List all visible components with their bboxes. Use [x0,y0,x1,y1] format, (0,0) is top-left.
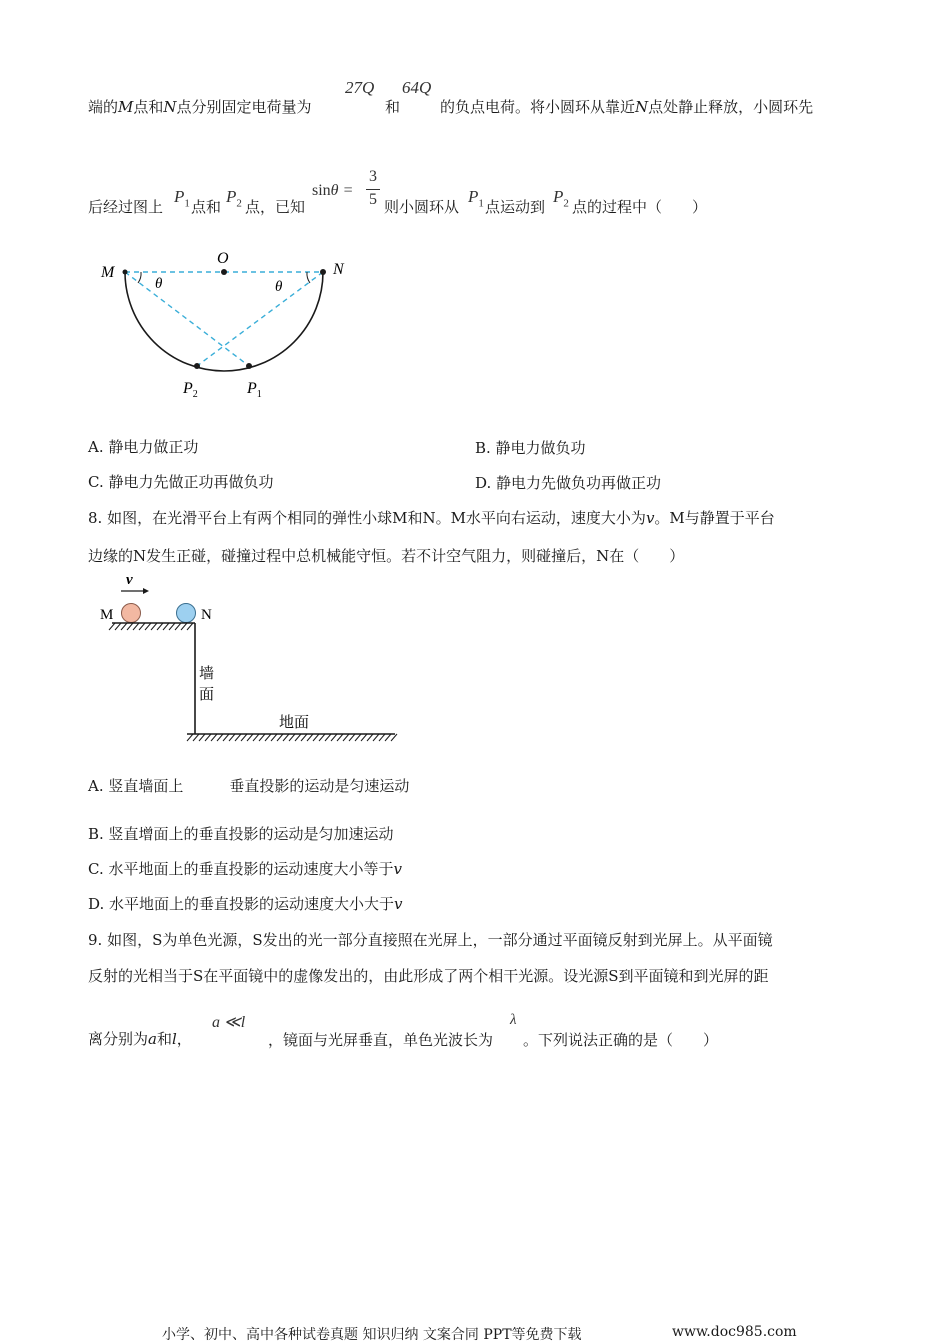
ball-n-label: N [201,607,212,623]
label-n: N [333,261,344,278]
q7-charge2: 64Q [402,78,432,97]
p-subscript: 1 [478,197,484,210]
q7-text: 点处静止释放，小圆环先 [648,98,814,116]
p-subscript: 2 [563,197,569,210]
q7-text: 点和 [133,98,164,116]
label-p2 [182,380,198,400]
m-to-p1-line [125,272,249,366]
q7-text: 点和 [191,198,222,216]
q7-p2-symbol [553,187,569,209]
q7-p2-symbol [226,187,242,209]
p-letter: P [226,187,237,206]
q7-text: 点分别固定电荷量为 [176,98,312,116]
n-to-p2-line [197,272,323,366]
velocity-arrow-head [143,588,149,594]
footer-url[interactable]: www.doc985.com [672,1324,797,1340]
q7-point-n: N [635,98,649,116]
label-p1 [246,380,262,400]
q7-p1-symbol [468,187,484,209]
q8-text: 8. 如图，在光滑平台上有两个相同的弹性小球M和N。M水平向右运动，速度大小为 [88,509,646,527]
q8-option-a[interactable] [88,776,409,796]
q9-line3 [88,1029,192,1049]
condition-l: l [240,1014,246,1031]
q7-p1-symbol [174,187,190,209]
p-subscript: 2 [236,197,242,210]
option-d-text: D. 水平地面上的垂直投影的运动速度大小大于 [88,895,395,913]
ball-m [122,604,141,623]
p-letter: P [468,187,479,206]
q7-text: 点运动到 [485,198,546,216]
theta-symbol: θ [330,182,339,199]
label-theta-right: θ [275,279,283,295]
velocity-symbol: v [393,860,402,878]
q7-option-d[interactable]: D. 静电力先做负功再做正功 [475,474,662,492]
q8-text: 。M与静置于平台 [654,509,775,527]
q9-line3-tail: 。下列说法正确的是（ ） [523,1031,719,1049]
q7-sin-expr [312,180,353,200]
ground-label: 地面 [279,715,310,731]
q7-line1 [88,96,312,117]
q9-condition [212,1012,245,1032]
q8-line1 [88,508,775,528]
p-letter: P [553,187,564,206]
distance-a: a [148,1030,157,1048]
q8-option-b[interactable]: B. 竖直增面上的垂直投影的运动是匀加速运动 [88,825,394,843]
distance-l: l [171,1030,177,1048]
option-a-part1: A. 竖直墙面上 [88,777,184,795]
ball-n [177,604,196,623]
label-theta-left: θ [155,276,163,292]
option-a-part2: 垂直投影的运动是匀速运动 [229,777,410,795]
q7-text: 点，已知 [245,198,306,216]
velocity-label: v [126,572,133,588]
ball-m-label: M [100,607,114,623]
q7-charge1: 27Q [345,78,375,97]
platform-hatching [109,623,193,630]
q9-line2: 反射的光相当于S在平面镜中的虚像发出的，由此形成了两个相干光源。设光源S到平面镜和到光屏的距 [88,967,769,985]
point-p2 [194,363,200,369]
q8-velocity-symbol: v [645,509,655,527]
fraction-bar [366,189,380,190]
condition-a: a [212,1014,220,1031]
q7-line1-tail [440,96,813,117]
label-m: M [101,264,115,281]
q7-text: 点的过程中（ ） [572,198,708,216]
q9-text: ， [176,1030,192,1048]
ground-hatching [187,734,397,741]
sin-func: sin [312,182,331,199]
q9-line3-mid: ，镜面与光屏垂直，单色光波长为 [268,1031,494,1049]
fraction-denominator: 5 [369,191,377,208]
p-subscript: 1 [184,197,190,210]
point-p1 [246,363,252,369]
q8-option-c[interactable] [88,859,402,879]
equals-sign: = [343,182,353,199]
wall-label-1: 墙 [199,666,215,682]
angle-arc-left [138,272,141,283]
q7-text: 端的 [88,98,119,116]
q8-line2: 边缘的N发生正碰，碰撞过程中总机械能守恒。若不计空气阻力，则碰撞后，N在（ ） [88,547,685,565]
q8-option-d[interactable] [88,894,403,914]
p-subscript: 1 [256,389,262,400]
q7-text: 则小圆环从 [384,198,460,216]
label-o: O [217,250,229,267]
q7-option-c[interactable]: C. 静电力先做正功再做负功 [88,473,274,491]
semicircle-charge-diagram [95,250,365,410]
platform-collision-diagram [95,568,405,748]
q9-text: 和 [156,1030,172,1048]
velocity-symbol: v [394,895,403,913]
point-o [221,269,227,275]
q7-point-n: N [163,98,177,116]
q7-and: 和 [385,98,401,116]
q7-option-a[interactable]: A. 静电力做正功 [88,438,199,456]
p-letter: P [174,187,185,206]
footer-text: 小学、初中、高中各种试卷真题 知识归纳 文案合同 PPT等免费下载 [162,1327,582,1343]
angle-arc-right [307,272,310,283]
q7-point-m: M [118,98,134,116]
fraction-numerator: 3 [369,168,377,185]
much-less-than: ≪ [224,1014,241,1031]
q9-line1: 9. 如图，S为单色光源，S发出的光一部分直接照在光屏上，一部分通过平面镜反射到光屏上。从平面镜 [88,931,773,949]
q7-option-b[interactable]: B. 静电力做负功 [475,439,586,457]
p-letter: P [183,380,193,397]
point-m [123,270,128,275]
point-n [320,269,326,275]
q7-text: 的负点电荷。将小圆环从靠近 [440,98,636,116]
p-subscript: 2 [192,389,198,400]
option-c-text: C. 水平地面上的垂直投影的运动速度大小等于 [88,860,394,878]
wavelength-symbol: λ [510,1012,517,1028]
p-letter: P [247,380,257,397]
q9-text: 离分别为 [88,1030,149,1048]
q7-line2-head: 后经过图上 [88,198,164,216]
wall-label-2: 面 [199,687,215,703]
